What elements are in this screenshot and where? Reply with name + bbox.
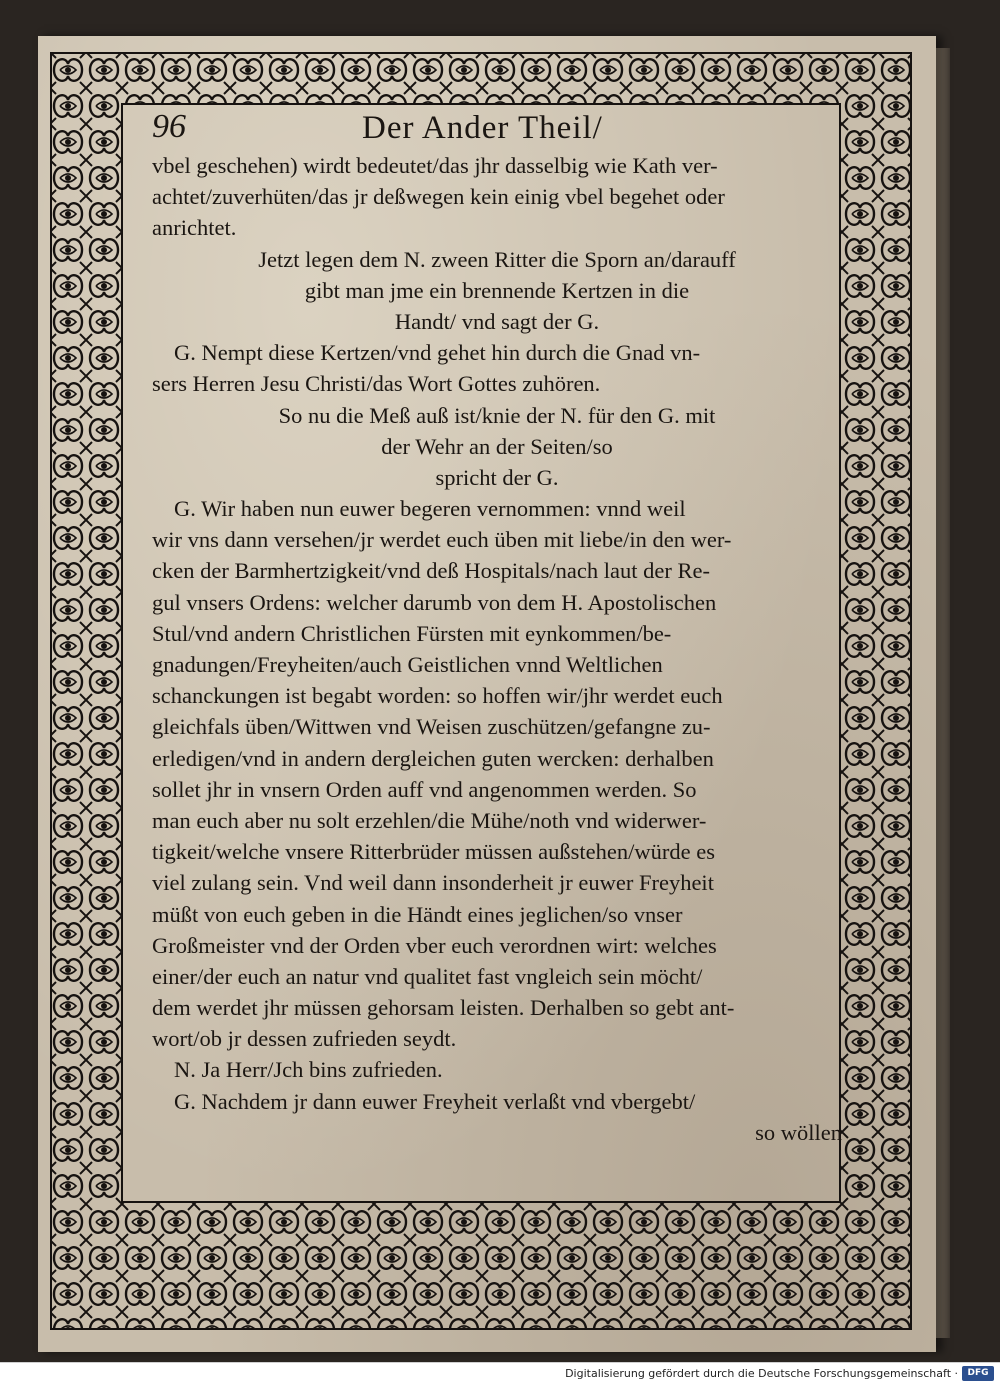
text-line: sers Herren Jesu Christi/das Wort Gottes zuhören. (152, 371, 601, 397)
funding-credit: Digitalisierung gefördert durch die Deutsche Forschungsgemeinschaft · (565, 1367, 958, 1380)
text-line: dem werdet jhr müssen gehorsam leisten. Derhalben so gebt ant- (152, 995, 735, 1021)
text-line: viel zulang sein. Vnd weil dann insonderheit jr euwer Freyheit (152, 870, 714, 896)
text-line: anrichtet. (152, 215, 237, 241)
text-line: gleichfals üben/Wittwen vnd Weisen zuschützen/gefangne zu- (152, 714, 711, 740)
text-line: N. Ja Herr/Jch bins zufrieden. (174, 1057, 443, 1083)
body-text (152, 150, 842, 1148)
text-line: G. Nachdem jr dann euwer Freyheit verlaßt vnd vbergebt/ (174, 1088, 696, 1114)
text-line: tigkeit/welche vnsere Ritterbrüder müssen außstehen/würde es (152, 839, 715, 865)
text-line: erledigen/vnd in andern dergleichen guten wercken: derhalben (152, 745, 714, 771)
text-line: gibt man jme ein brennende Kertzen in die (304, 277, 690, 303)
text-line: spricht der G. (435, 464, 559, 490)
text-line: der Wehr an der Seiten/so (381, 433, 613, 459)
text-line: wir vns dann versehen/jr werdet euch üben mit liebe/in den wer- (152, 527, 732, 553)
text-line: gnadungen/Freyheiten/auch Geistlichen vnnd Weltlichen (152, 652, 663, 677)
text-line: man euch aber nu solt erzehlen/die Mühe/noth vnd widerwer- (152, 807, 707, 833)
dfg-logo: DFG (962, 1366, 994, 1381)
text-line: Jetzt legen dem N. zween Ritter die Sporn an/darauff (258, 246, 736, 272)
text-line: So nu die Meß auß ist/knie der N. für den G. mit (278, 402, 716, 428)
text-line: sollet jhr in vnsern Orden auff vnd angenommen werden. So (152, 776, 697, 802)
running-head: Der Ander Theil/ (362, 110, 603, 146)
page-edge (936, 48, 950, 1338)
text-line: einer/der euch an natur vnd qualitet fast vngleich sein möcht/ (152, 963, 703, 989)
text-line: achtet/zuverhüten/das jr deßwegen kein einig vbel begehet oder (152, 184, 725, 210)
page-header (152, 104, 842, 150)
text-line: cken der Barmhertzigkeit/vnd deß Hospitals/nach laut der Re- (152, 558, 710, 584)
text-line: vbel geschehen) wirdt bedeutet/das jhr dasselbig wie Kath ver- (152, 153, 718, 178)
text-line: G. Nempt diese Kertzen/vnd gehet hin durch die Gnad vn- (174, 340, 701, 366)
text-line: wort/ob jr dessen zufrieden seydt. (152, 1026, 457, 1052)
text-block (152, 104, 842, 1194)
footer-bar (0, 1362, 1000, 1386)
text-line: G. Wir haben nun euwer begeren vernommen: vnnd weil (174, 496, 686, 522)
text-line: Großmeister vnd der Orden vber euch verordnen wirt: welches (152, 932, 717, 958)
text-line: so wöllen (755, 1119, 842, 1145)
text-line: gul vnsers Ordens: welcher darumb von dem H. Apostolischen (152, 589, 717, 615)
text-line: Stul/vnd andern Christlichen Fürsten mit eynkommen/be- (152, 620, 672, 646)
page-number: 96 (152, 108, 186, 145)
text-line: müßt von euch geben in die Händt eines jeglichen/so vnser (152, 901, 683, 927)
text-line: schanckungen ist begabt worden: so hoffen wir/jhr werdet euch (152, 683, 723, 709)
text-line: Handt/ vnd sagt der G. (394, 308, 600, 334)
